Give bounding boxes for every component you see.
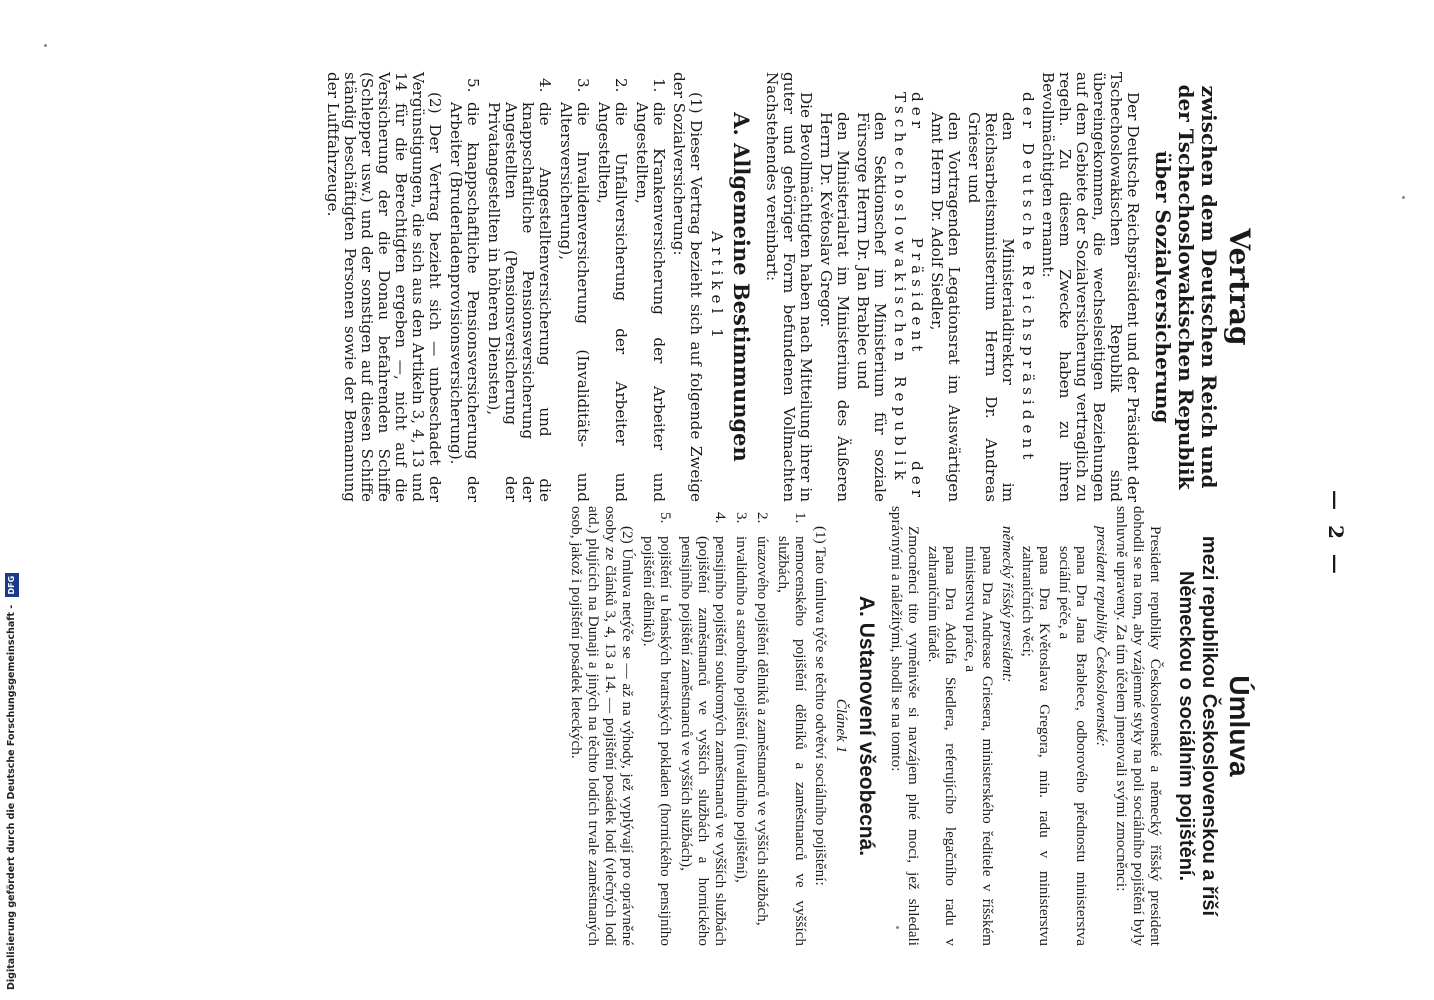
german-para-2: (2) Der Vertrag bezieht sich — unbeschadet der Vergünstigungen, die sich aus den Artikeln 3, 4, 13 und 14 für die Berechtigten ergeben —, nicht auf die Versicherung der die Donau befahrenden Schiffe (Schlepper usw.) und der sonstigen auf diesen Schiffe ständig beschäftigten Personen sowie der Bemannung der Luftfahrzeuge. (324, 72, 444, 502)
list-item-text: úrazového pojištění dělníků a zaměstnanců ve vyšších službách, (754, 536, 771, 926)
czech-intro: President republiky Československé a německý říšský president dohodli se na tom, aby vzájemné styky na poli sociálního pojištění byly smluvně upraveny. Za tím účelem jmenovali svými zmocněnci: (1113, 506, 1164, 946)
czech-rep-cz-1: pana Dra Jana Brablece, odborového přednostu ministerstva sociální péče, a (1056, 546, 1090, 946)
czech-party-de: německý říšský president: (999, 526, 1016, 683)
german-rep-cz-1: den Sektionschef im Ministerium für soziale Fürsorge Herrn Dr. Jan Brablec und (854, 112, 889, 502)
german-column (321, 72, 1254, 502)
czech-closing: Zmocněnci tito vyměnivše si navzájem plné moci, jež shledali správnými a náležitými, shodli se na tomto: (888, 506, 922, 946)
page-number-value: 2 (1324, 524, 1348, 539)
german-list (447, 72, 667, 502)
german-party-cz: der Präsident der Tschechoslowakischen Republik (891, 92, 926, 502)
list-item-text: pensijního pojištění soukromých zaměstnanců ve vyšších službách (pojištění zaměstnanců ve vyšších službách a hornického pensijního pojištění zaměstnanců ve vyšších službách), (678, 536, 729, 946)
list-item-number: 2. (754, 512, 771, 524)
czech-article-heading: Článek 1 (833, 698, 850, 754)
list-item (557, 72, 591, 502)
czech-rep-de-1: pana Dra Andrease Griesera, ministerského ředitele v říšském ministerstvu práce, a (962, 546, 996, 946)
list-item (633, 72, 667, 502)
list-item-number: 3. (574, 78, 592, 93)
german-party-de: der Deutsche Reichspräsident (1019, 92, 1037, 465)
list-item (640, 506, 674, 946)
list-item (754, 506, 771, 946)
czech-list (640, 506, 809, 946)
german-article-heading: Artikel 1 (708, 231, 726, 343)
list-item (485, 72, 553, 502)
czech-title: Úmluva (1224, 675, 1255, 777)
czech-para-1: (1) Tato úmluva týče se těchto odvětví sociálního pojištění: (812, 526, 829, 886)
german-rep-de-1: den Ministerialdirektor im Reichsarbeitsministerium Herrn Dr. Andreas Grieser und (965, 112, 1017, 502)
footer-text: Digitalisierung gefördert durch die Deutsche Forschungsgemeinschaft - (6, 604, 17, 990)
list-item-text: invalidního a starobního pojištění (invalidního pojištění), (733, 536, 750, 883)
czech-column (565, 506, 1254, 946)
list-item-text: die Invalidenversicherung (Invaliditäts- und Altersversicherung), (557, 102, 592, 502)
list-item-text: die Unfallversicherung der Arbeiter und Angestellten, (595, 102, 630, 502)
list-item-number: 5. (464, 78, 482, 93)
czech-rep-de-2: pana Dra Adolfa Siedlera, referujícího legačního radu v zahraničním úřadě. (925, 546, 959, 946)
list-item (447, 72, 481, 502)
german-rep-cz-2: den Ministerialrat im Ministerium des Äußeren Herrn Dr. Květoslav Gregor. (817, 112, 852, 502)
german-title: Vertrag (1223, 228, 1256, 346)
scan-speck (896, 926, 899, 929)
list-item (678, 506, 729, 946)
page-number (1324, 486, 1348, 578)
scan-speck (1402, 196, 1405, 199)
list-item-number: 3. (733, 512, 750, 524)
german-section-heading: A. Allgemeine Bestimmungen (729, 112, 754, 462)
czech-subtitle: mezi republikou Československou a říší Německou o sociálním pojištění. (1175, 535, 1220, 917)
list-item-text: pojištění u bánských bratrských pokladen (hornického pensijního pojištění dělníků). (640, 536, 674, 946)
list-item (775, 506, 809, 946)
list-item-number: 1. (650, 78, 668, 93)
list-item-text: die knappschaftliche Pensionsversicherung der Arbeiter (Bruderladenprovisionsversicherung). (447, 102, 482, 502)
czech-para-2: (2) Úmluva netýče se — až na výhody, jež vyplývají pro oprávněné osoby ze článků 3, 4, 13 a 14. — pojištění posádek lodí (vlečných lodí atd.) plujících na Dunaji a jiných na těchto lodích trvale zaměstnaných osob, jakož i pojištění posádek leteckých. (568, 506, 636, 946)
czech-rep-cz-2: pana Dra Květoslava Gregora, min. radu v ministerstvu zahraničních věcí; (1019, 546, 1053, 946)
list-item-number: 1. (792, 512, 809, 524)
footer (2, 0, 22, 1000)
page-dash-right: — (1324, 553, 1348, 574)
list-item-text: die Angestelltenversicherung und die knappschaftliche Pensionsversicherung der Angestellten (Pensionsversicherung der Privatangestellten in höheren Diensten), (485, 102, 554, 502)
list-item-text: nemocenského pojištění dělníků a zaměstnanců ve vyšších službách, (775, 536, 809, 946)
list-item-number: 5. (657, 512, 674, 524)
czech-section-heading: A. Ustanovení všeobecná. (855, 595, 878, 857)
german-subtitle: zwischen dem Deutschen Reich und der Tschechoslowakischen Republik über Sozialversicherung (1151, 84, 1221, 490)
german-intro: Der Deutsche Reichspräsident und der Präsident der Tschechoslowakischen Republik sind übereingekommen, die wechselseitigen Beziehungen auf dem Gebiete der Sozialversicherung vertraglich zu regeln. Zu diesem Zwecke haben zu ihren Bevollmächtigten ernannt: (1039, 72, 1142, 502)
list-item-number: 2. (612, 78, 630, 93)
list-item-text: die Krankenversicherung der Arbeiter und Angestellten, (633, 102, 668, 502)
german-closing: Die Bevollmächtigten haben nach Mitteilung ihrer in guter und gehöriger Form befundenen Vollmachten Nachstehendes vereinbart: (763, 72, 815, 502)
footer-text-line (2, 0, 22, 990)
scan-speck (44, 44, 47, 47)
list-item-number: 4. (536, 78, 554, 93)
list-item (595, 72, 629, 502)
german-rep-de-2: den Vortragenden Legationsrat im Auswärtigen Amt Herrn Dr. Adolf Siedler, (928, 112, 963, 502)
list-item (733, 506, 750, 946)
czech-party-cz: president republiky Československé: (1093, 526, 1110, 747)
page-dash-left: — (1324, 490, 1348, 510)
list-item-number: 4. (712, 512, 729, 524)
german-para-1: (1) Dieser Vertrag bezieht sich auf folgende Zweige der Sozialversicherung: (670, 72, 705, 502)
dfg-logo: DFG (5, 573, 19, 598)
